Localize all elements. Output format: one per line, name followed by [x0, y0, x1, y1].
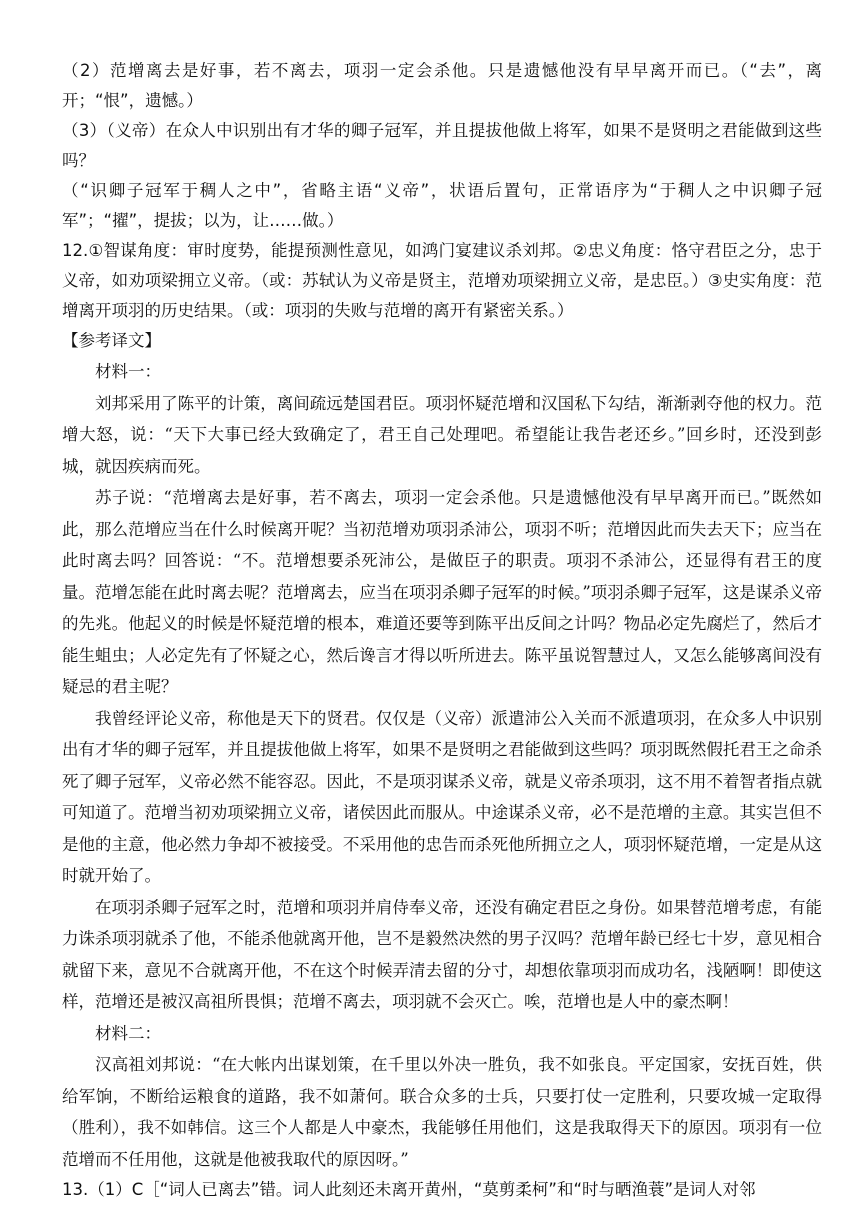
- answer-11-3-note: （“识卿子冠军于稠人之中”，省略主语“义帝”，状语后置句，正常语序为“于稠人之中识卿子冠军”；“擢”，提拔；以为，让……做。）: [62, 181, 822, 230]
- reference-translation-heading: 【参考译文】: [62, 331, 161, 350]
- answer-12: 12.①智谋角度：审时度势，能提预测性意见，如鸿门宴建议杀刘邦。②忠义角度：恪守君臣之分，忠于义帝，如劝项梁拥立义帝。（或：苏轼认为义帝是贤主，范增劝项梁拥立义帝，是忠臣。）③史实角度：范增离开项羽的历史结果。（或：项羽的失败与范增的离开有紧密关系。）: [62, 241, 822, 320]
- answer-11-3-translation: （3）（义帝）在众人中识别出有才华的卿子冠军，并且提拔他做上将军，如果不是贤明之君能做到这些吗？: [62, 121, 822, 170]
- material-two-label: 材料二：: [95, 1023, 161, 1043]
- document-page: [62, 56, 822, 1205]
- answer-11-2: （2）范增离去是好事，若不离去，项羽一定会杀他。只是遗憾他没有早早离开而已。（“去”，离开；“恨”，遗憾。）: [62, 61, 822, 110]
- material-one-paragraph-1: 刘邦采用了陈平的计策，离间疏远楚国君臣。项羽怀疑范增和汉国私下勾结，渐渐剥夺他的权力。范增大怒，说：“天下大事已经大致确定了，君王自己处理吧。希望能让我告老还乡。”回乡时，还没到彭城，就因疾病而死。: [62, 393, 822, 476]
- material-one-paragraph-2: 苏子说：“范增离去是好事，若不离去，项羽一定会杀他。只是遗憾他没有早早离开而已。”既然如此，那么范增应当在什么时候离开呢？当初范增劝项羽杀沛公，项羽不听；范增因此而失去天下；应当在此时离去吗？回答说：“不。范增想要杀死沛公，是做臣子的职责。项羽不杀沛公，还显得有君王的度量。范增怎能在此时离去呢？范增离去，应当在项羽杀卿子冠军的时候。”项羽杀卿子冠军，这是谋杀义帝的先兆。他起义的时候是怀疑范增的根本，难道还要等到陈平出反间之计吗？物品必定先腐烂了，然后才能生蛆虫；人必定先有了怀疑之心，然后谗言才得以听所进去。陈平虽说智慧过人，又怎么能够离间没有疑忌的君主呢？: [62, 488, 822, 696]
- material-one-paragraph-4: 在项羽杀卿子冠军之时，范增和项羽并肩侍奉义帝，还没有确定君臣之身份。如果替范增考虑，有能力诛杀项羽就杀了他，不能杀他就离开他，岂不是毅然决然的男子汉吗？范增年龄已经七十岁，意见相合就留下来，意见不合就离开他，不在这个时候弄清去留的分寸，却想依靠项羽而成功名，浅陋啊！即使这样，范增还是被汉高祖所畏惧；范增不离去，项羽就不会灭亡。唉，范增也是人中的豪杰啊！: [62, 897, 822, 1011]
- material-one-paragraph-3: 我曾经评论义帝，称他是天下的贤君。仅仅是（义帝）派遣沛公入关而不派遣项羽，在众多人中识别出有才华的卿子冠军，并且提拔他做上将军，如果不是贤明之君能做到这些吗？项羽既然假托君王之命杀死了卿子冠军，义帝必然不能容忍。因此，不是项羽谋杀义帝，就是义帝杀项羽，这不用不着智者指点就可知道了。范增当初劝项梁拥立义帝，诸侯因此而服从。中途谋杀义帝，必不是范增的主意。其实岂但不是他的主意，他必然力争却不被接受。不采用他的忠告而杀死他所拥立之人，项羽怀疑范增，一定是从这时就开始了。: [62, 708, 822, 885]
- material-two-paragraph-1: 汉高祖刘邦说：“在大帐内出谋划策，在千里以外决一胜负，我不如张良。平定国家，安抚百姓，供给军饷，不断给运粮食的道路，我不如萧何。联合众多的士兵，只要打仗一定胜利，只要攻城一定取得（胜利），我不如韩信。这三个人都是人中豪杰，我能够任用他们，这是我取得天下的原因。项羽有一位范增而不任用他，这就是他被我取代的原因呀。”: [62, 1055, 822, 1169]
- material-one-label: 材料一：: [95, 362, 161, 381]
- answer-13-1: 13.（1）C［“词人已离去”错。词人此刻还未离开黄州，“莫剪柔柯”和“时与晒渔蓑”是词人对邻: [62, 1180, 756, 1199]
